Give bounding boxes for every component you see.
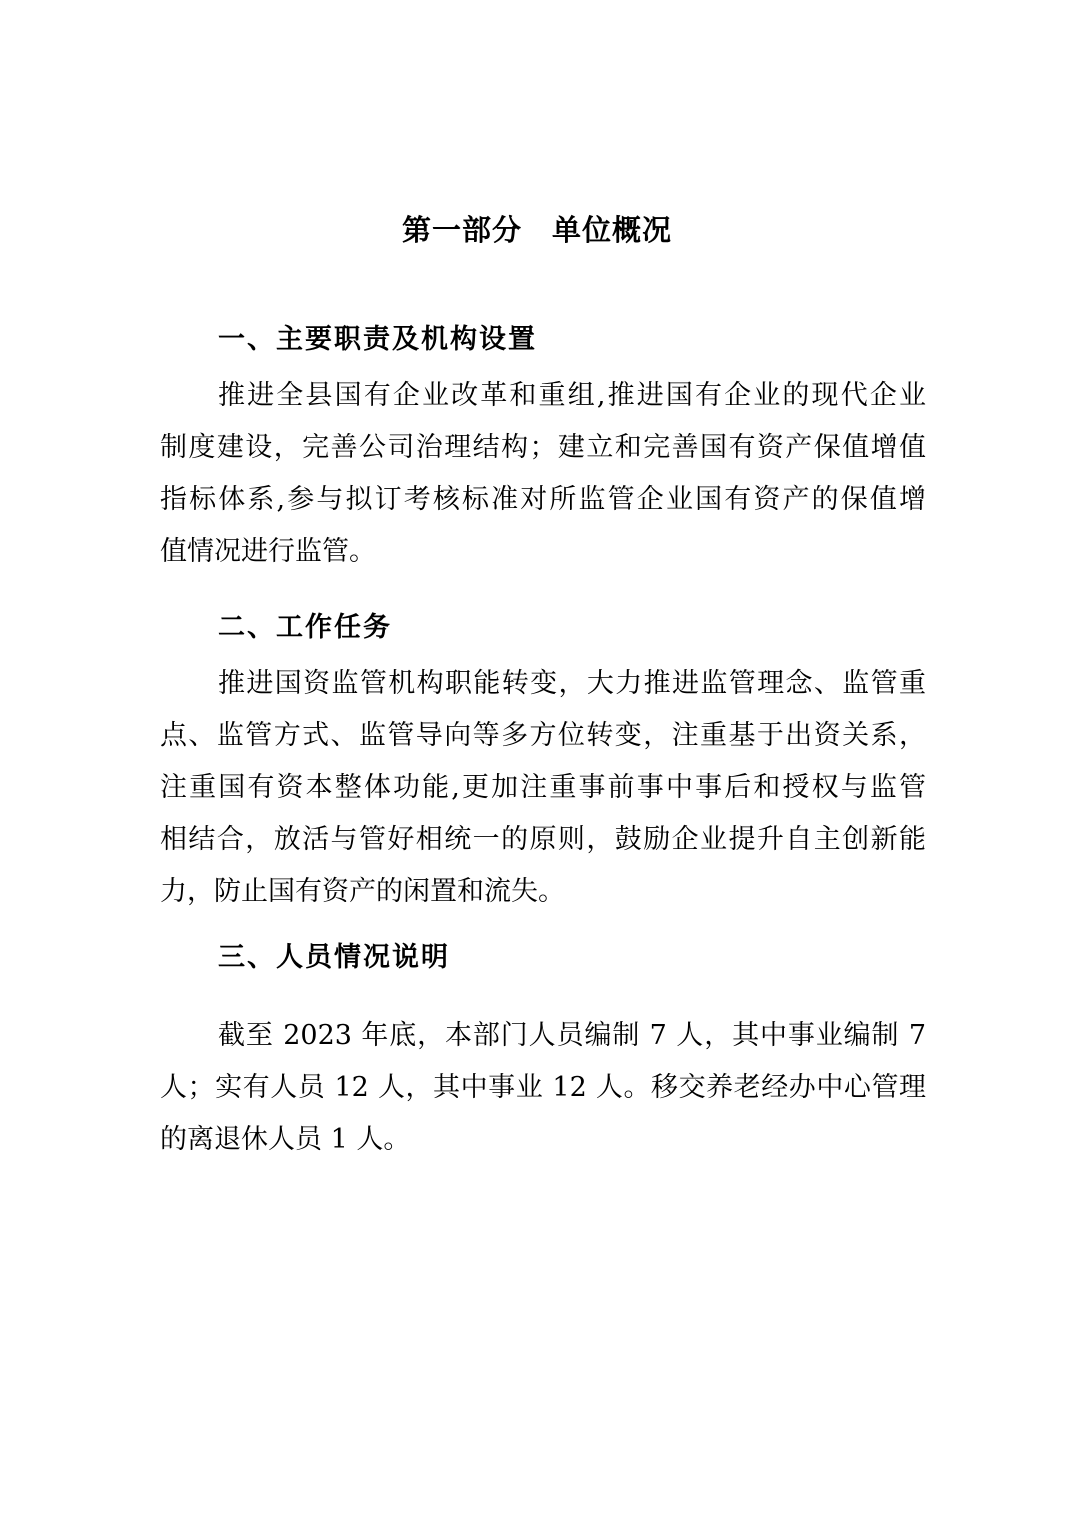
- body-line: 截至 2023 年底，本部门人员编制 7 人，其中事业编制 7: [218, 1020, 926, 1051]
- body-line: 制度建设，完善公司治理结构；建立和完善国有资产保值增值: [160, 432, 926, 463]
- section-body-tasks: [160, 658, 926, 918]
- body-line: 人；实有人员 12 人，其中事业 12 人。移交养老经办中心管理: [160, 1072, 926, 1103]
- body-line: 相结合，放活与管好相统一的原则，鼓励企业提升自主创新能: [160, 824, 926, 855]
- page-title: 第一部分 单位概况: [401, 213, 672, 247]
- body-line: 点、监管方式、监管导向等多方位转变，注重基于出资关系，: [160, 720, 926, 751]
- body-line: 推进国资监管机构职能转变，大力推进监管理念、监管重: [218, 668, 926, 699]
- body-line: 的离退休人员 1 人。: [160, 1124, 411, 1155]
- section-heading-duties: 一、主要职责及机构设置: [218, 324, 537, 355]
- body-line: 值情况进行监管。: [160, 536, 376, 567]
- section-body-duties: [160, 370, 926, 578]
- body-line: 注重国有资本整体功能,更加注重事前事中事后和授权与监管: [160, 772, 926, 803]
- section-heading-personnel: 三、人员情况说明: [218, 942, 450, 973]
- body-line: 力，防止国有资产的闲置和流失。: [160, 876, 565, 907]
- section-heading-tasks: 二、工作任务: [218, 612, 392, 643]
- body-line: 推进全县国有企业改革和重组,推进国有企业的现代企业: [218, 380, 926, 411]
- body-line: 指标体系,参与拟订考核标准对所监管企业国有资产的保值增: [160, 484, 926, 515]
- section-body-personnel: [160, 1010, 926, 1166]
